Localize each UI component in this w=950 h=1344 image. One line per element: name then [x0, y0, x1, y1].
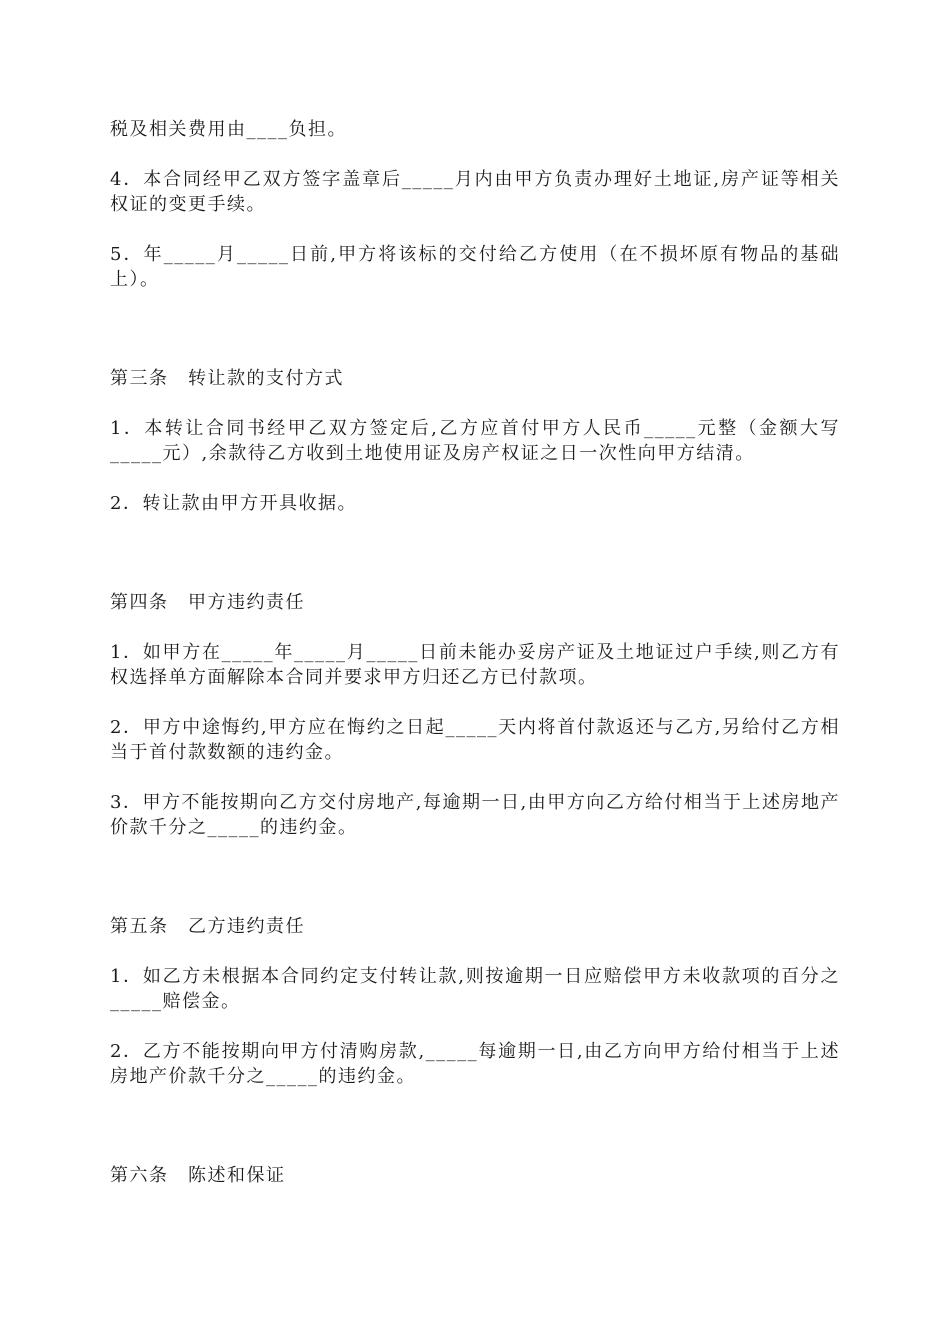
article-5-item-1: 1．如乙方未根据本合同约定支付转让款,则按逾期一日应赔偿甲方未收款项的百分之_____赔偿金。 — [110, 966, 840, 1012]
article-4-item-1: 1．如甲方在_____年_____月_____日前未能办妥房产证及土地证过户手续,则乙方有权选择单方面解除本合同并要求甲方归还乙方已付款项。 — [110, 642, 840, 688]
article-5-heading: 第五条 乙方违约责任 — [110, 916, 305, 937]
spacer — [110, 516, 840, 590]
article-4-item-3: 3．甲方不能按期向乙方交付房地产,每逾期一日,由甲方向乙方给付相当于上述房地产价款千分之_____的违约金。 — [110, 792, 840, 838]
spacer — [110, 391, 840, 416]
article-3-heading: 第三条 转让款的支付方式 — [110, 368, 344, 389]
spacer — [110, 142, 840, 167]
spacer — [110, 690, 840, 715]
spacer — [110, 840, 840, 914]
clause-item-5: 5．年_____月_____日前,甲方将该标的交付给乙方使用（在不损坏原有物品的基础上）。 — [110, 244, 840, 290]
article-4-item-2: 2．甲方中途悔约,甲方应在悔约之日起_____天内将首付款返还与乙方,另给付乙方相当于首付款数额的违约金。 — [110, 717, 840, 763]
spacer — [110, 292, 840, 366]
article-6-heading: 第六条 陈述和保证 — [110, 1165, 286, 1186]
spacer — [110, 466, 840, 491]
spacer — [110, 765, 840, 790]
clause-item-4: 4．本合同经甲乙双方签字盖章后_____月内由甲方负责办理好土地证,房产证等相关权证的变更手续。 — [110, 169, 840, 215]
document-page — [110, 117, 840, 1188]
spacer — [110, 1014, 840, 1039]
spacer — [110, 939, 840, 964]
article-5-item-2: 2．乙方不能按期向甲方付清购房款,_____每逾期一日,由乙方向甲方给付相当于上述房地产价款千分之_____的违约金。 — [110, 1041, 840, 1087]
article-3-item-2: 2．转让款由甲方开具收据。 — [110, 493, 357, 514]
article-4-heading: 第四条 甲方违约责任 — [110, 592, 305, 613]
spacer — [110, 615, 840, 640]
tax-paragraph: 税及相关费用由____负担。 — [110, 119, 347, 140]
article-3-item-1: 1．本转让合同书经甲乙双方签定后,乙方应首付甲方人民币_____元整（金额大写_____元）,余款待乙方收到土地使用证及房产权证之日一次性向甲方结清。 — [110, 418, 840, 464]
spacer — [110, 217, 840, 242]
spacer — [110, 1089, 840, 1163]
